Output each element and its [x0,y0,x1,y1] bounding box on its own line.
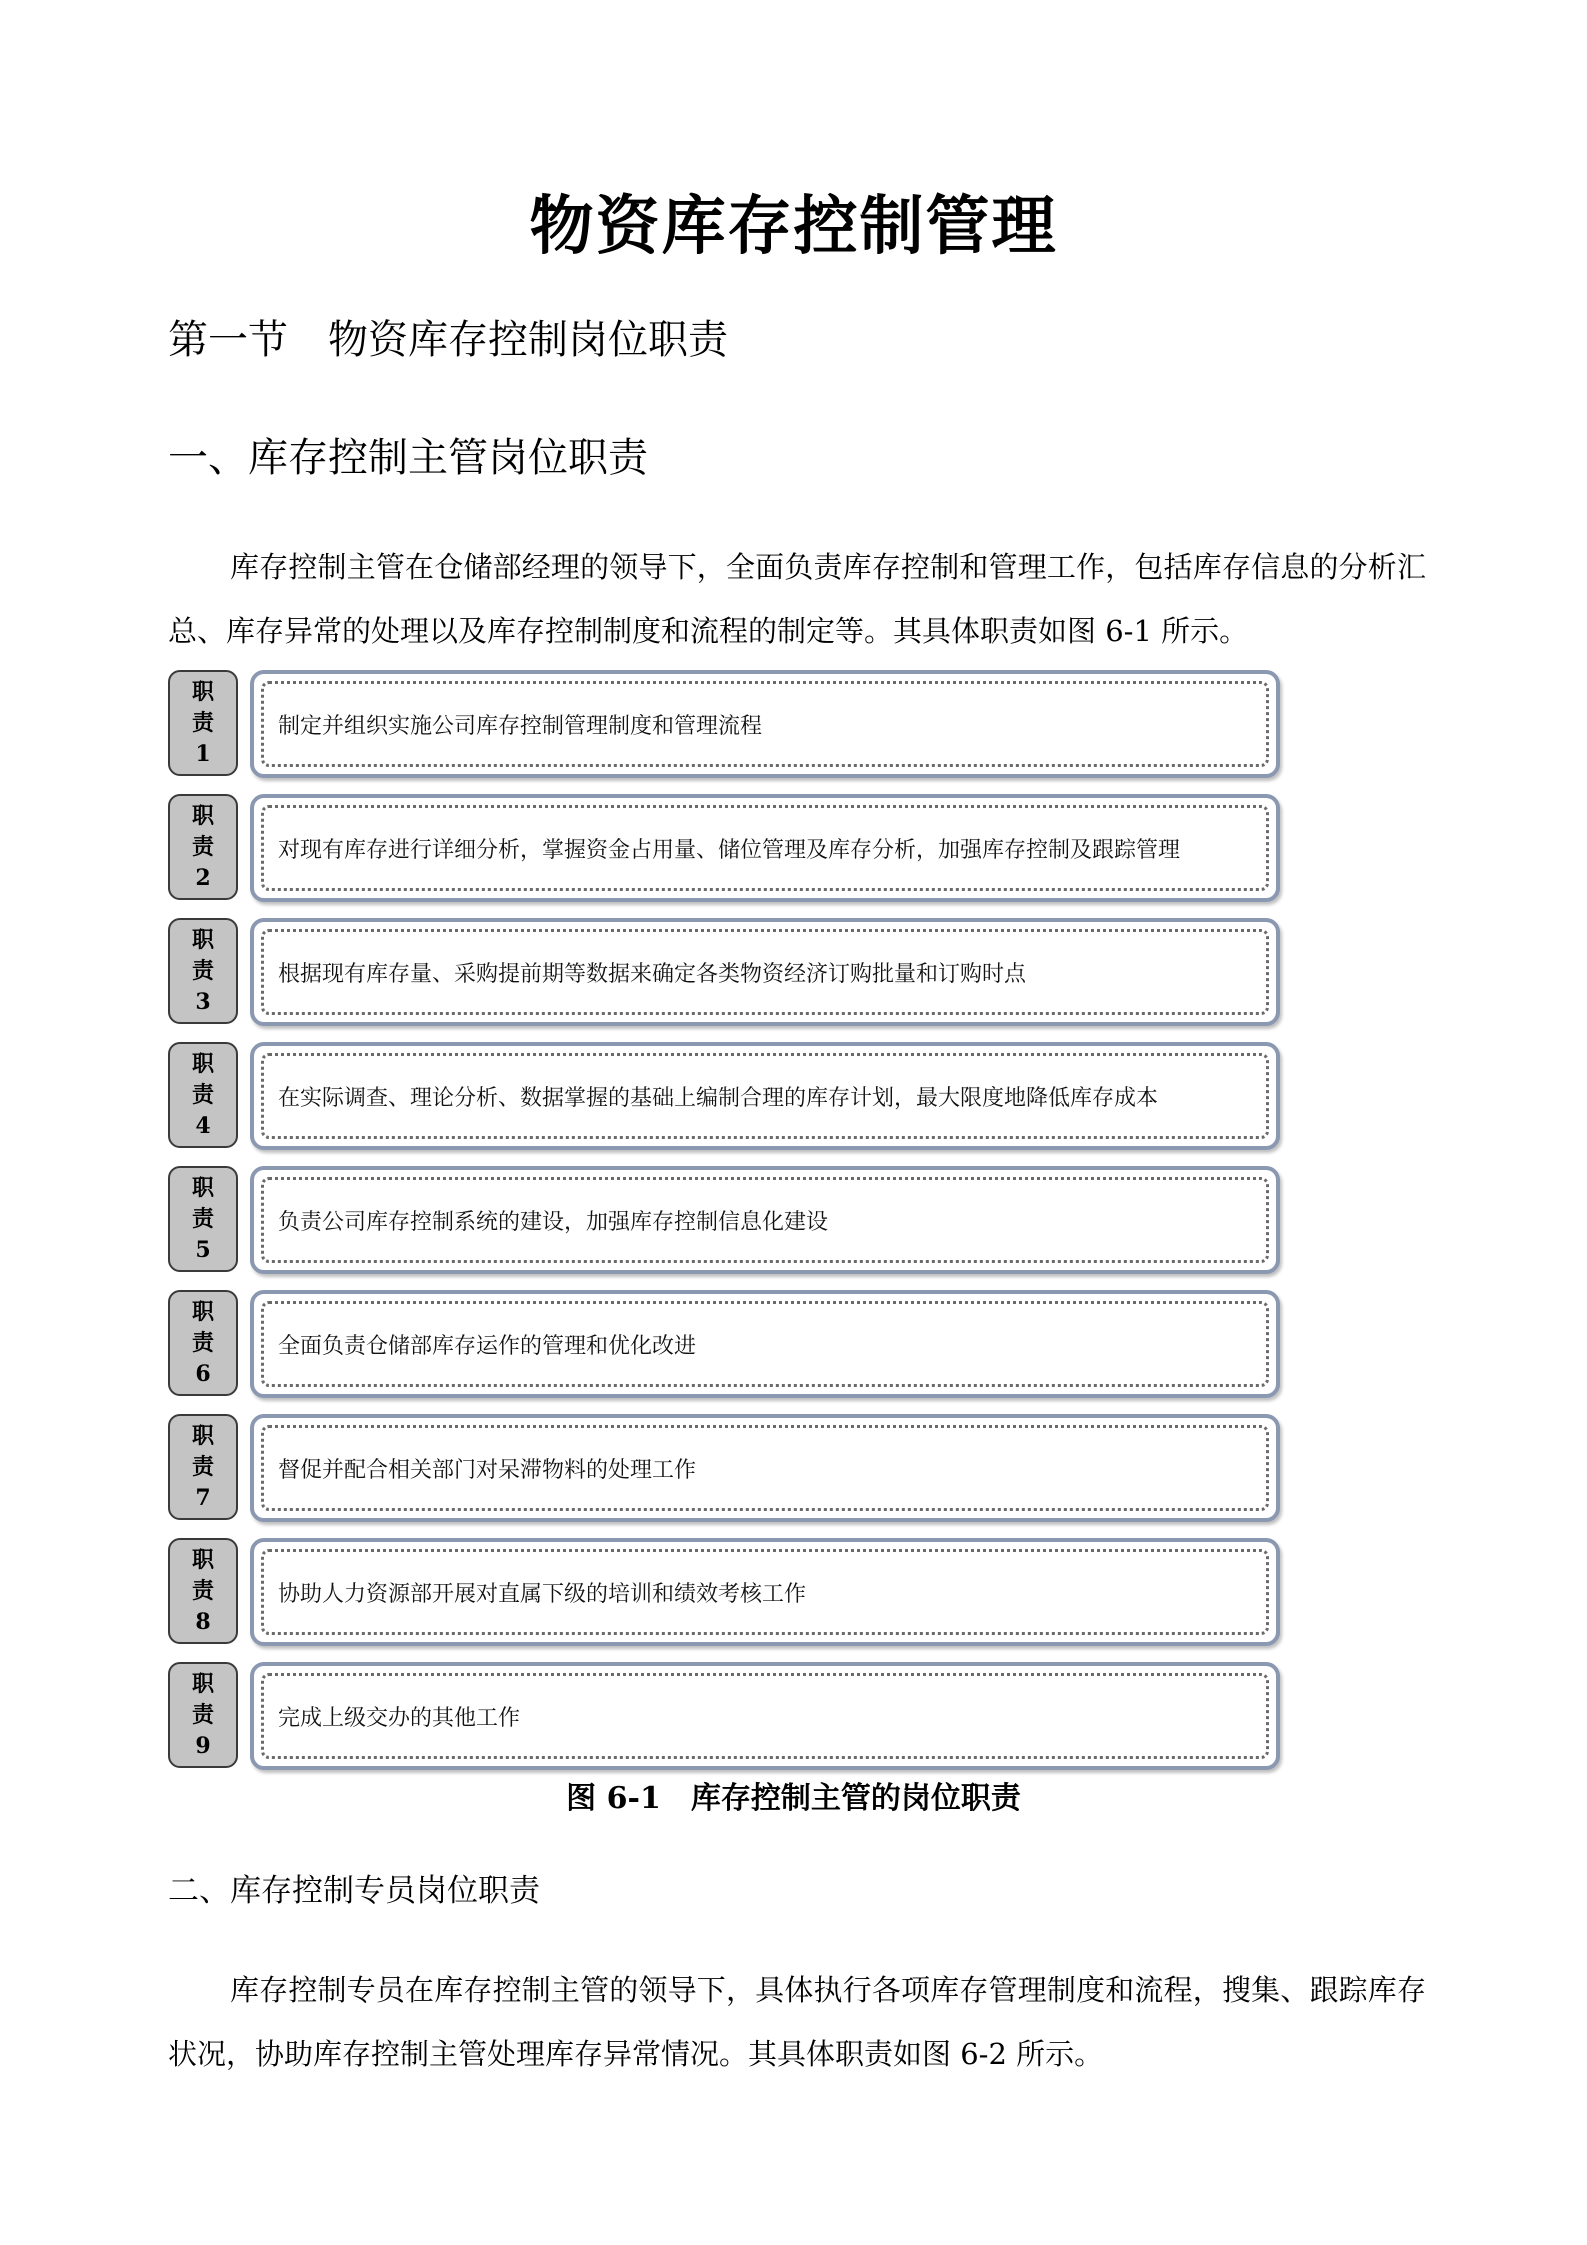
duty-row [168,918,1283,1026]
duty-text: 完成上级交办的其他工作 [261,1673,1269,1759]
duty-tag [168,794,238,900]
duty-tag-char-2: 责 [191,1701,214,1728]
duty-tag-char-1: 职 [191,1546,214,1573]
duty-tag [168,918,238,1024]
duty-row [168,1166,1283,1274]
figure-caption: 图 6-1 库存控制主管的岗位职责 [566,1781,1021,1816]
duty-tag-char-2: 责 [191,1205,214,1232]
duty-tag-number: 3 [195,988,211,1015]
duty-box [250,1042,1280,1150]
duty-text: 对现有库存进行详细分析，掌握资金占用量、储位管理及库存分析，加强库存控制及跟踪管理 [261,805,1269,891]
duty-tag [168,1042,238,1148]
duty-text: 制定并组织实施公司库存控制管理制度和管理流程 [261,681,1269,767]
duty-diagram [168,670,1283,1786]
duty-tag-number: 5 [195,1236,211,1263]
duty-box [250,670,1280,778]
duty-text: 在实际调查、理论分析、数据掌握的基础上编制合理的库存计划，最大限度地降低库存成本 [261,1053,1269,1139]
duty-box [250,1166,1280,1274]
duty-row [168,794,1283,902]
duty-tag-char-2: 责 [191,1453,214,1480]
duty-row [168,1414,1283,1522]
duty-tag-number: 1 [195,740,211,767]
duty-tag-char-1: 职 [191,1422,214,1449]
duty-tag-number: 6 [195,1360,211,1387]
duty-tag-number: 7 [195,1484,211,1511]
duty-tag-char-1: 职 [191,678,214,705]
duty-text: 全面负责仓储部库存运作的管理和优化改进 [261,1301,1269,1387]
duty-row [168,1538,1283,1646]
duty-tag-number: 8 [195,1608,211,1635]
duty-tag-char-2: 责 [191,1081,214,1108]
page-title: 物资库存控制管理 [529,189,1058,264]
duty-row [168,670,1283,778]
intro-paragraph-1: 库存控制主管在仓储部经理的领导下，全面负责库存控制和管理工作，包括库存信息的分析汇总、库存异常的处理以及库存控制制度和流程的制定等。其具体职责如图 6-1 所示。 [168,550,1426,648]
duty-box [250,1290,1280,1398]
duty-tag [168,1414,238,1520]
duty-row [168,1290,1283,1398]
section-heading: 第一节 物资库存控制岗位职责 [168,317,728,363]
duty-box [250,1538,1280,1646]
intro-paragraph-2: 库存控制专员在库存控制主管的领导下，具体执行各项库存管理制度和流程，搜集、跟踪库存状况，协助库存控制主管处理库存异常情况。其具体职责如图 6-2 所示。 [168,1973,1426,2071]
duty-box [250,794,1280,902]
duty-tag [168,1662,238,1768]
duty-box [250,1414,1280,1522]
duty-tag-char-2: 责 [191,1577,214,1604]
duty-tag-char-1: 职 [191,802,214,829]
duty-tag-char-1: 职 [191,1174,214,1201]
duty-tag-char-1: 职 [191,1670,214,1697]
duty-tag-number: 9 [195,1732,211,1759]
duty-box [250,1662,1280,1770]
duty-text: 负责公司库存控制系统的建设，加强库存控制信息化建设 [261,1177,1269,1263]
duty-tag [168,1290,238,1396]
duty-tag [168,1166,238,1272]
duty-text: 根据现有库存量、采购提前期等数据来确定各类物资经济订购批量和订购时点 [261,929,1269,1015]
duty-tag-char-2: 责 [191,1329,214,1356]
duty-tag-char-1: 职 [191,926,214,953]
duty-tag-char-1: 职 [191,1050,214,1077]
duty-text: 督促并配合相关部门对呆滞物料的处理工作 [261,1425,1269,1511]
duty-box [250,918,1280,1026]
duty-tag-char-2: 责 [191,957,214,984]
duty-tag-char-2: 责 [191,709,214,736]
duty-tag-number: 2 [195,864,211,891]
duty-tag [168,1538,238,1644]
duty-tag-number: 4 [195,1112,211,1139]
duty-text: 协助人力资源部开展对直属下级的培训和绩效考核工作 [261,1549,1269,1635]
duty-row [168,1662,1283,1770]
subsection-heading-1: 一、库存控制主管岗位职责 [168,435,648,481]
duty-tag-char-1: 职 [191,1298,214,1325]
duty-row [168,1042,1283,1150]
duty-tag [168,670,238,776]
subsection-heading-2: 二、库存控制专员岗位职责 [168,1873,540,1909]
duty-tag-char-2: 责 [191,833,214,860]
